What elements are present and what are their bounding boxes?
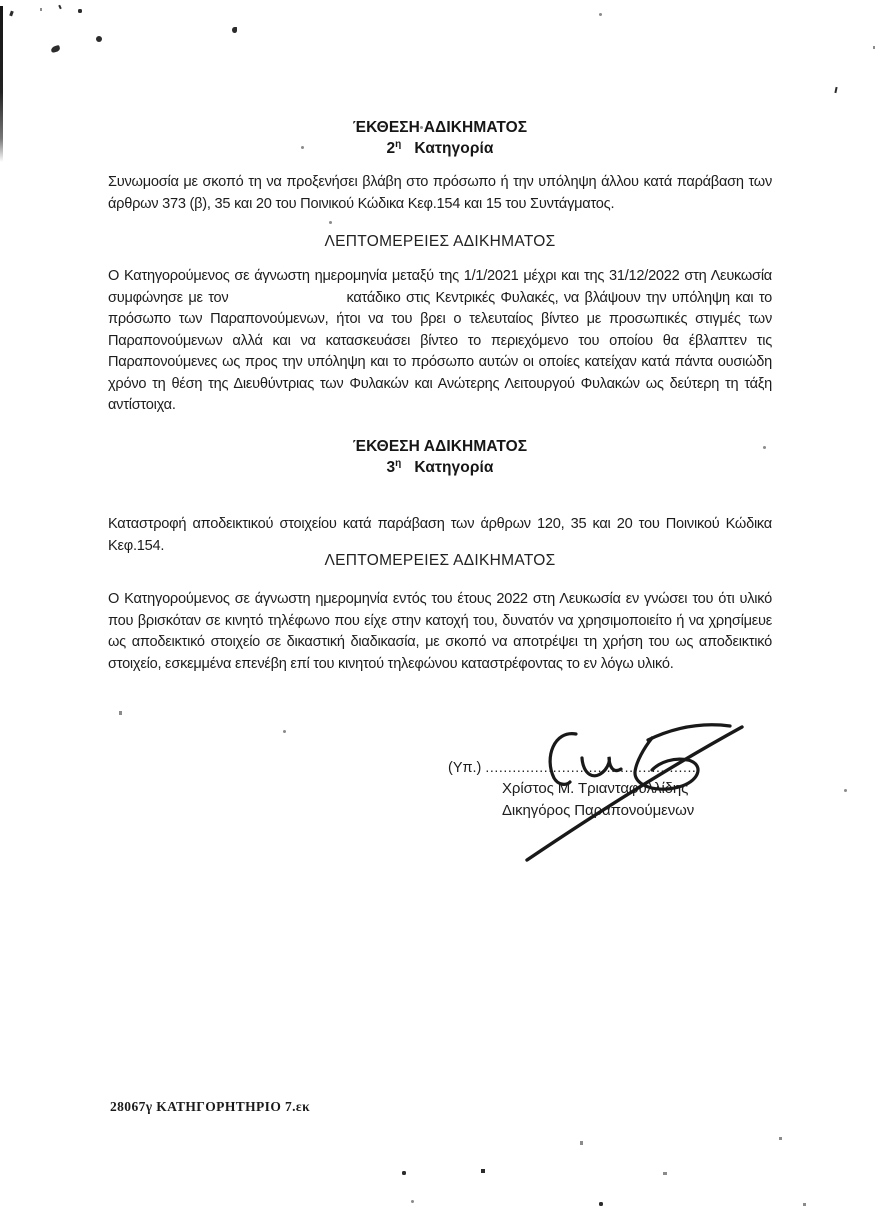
details-2-before-gap: Ο Κατηγορούμενος σε άγνωστη ημερομηνία μεταξύ της 1/1/2021 μέχρι και της 31/12/2022 στη Λευκωσία συμφώνησε με τον xyxy=(108,268,772,306)
category-word-2: Κατηγορία xyxy=(414,140,494,157)
scan-speck xyxy=(9,11,14,17)
details-heading-2: ΛΕΠΤΟΜΕΡΕΙΕΣ ΑΔΙΚΗΜΑΤΟΣ xyxy=(324,233,556,250)
scan-speck xyxy=(402,1171,406,1175)
report-title-3: ΈΚΘΕΣΗ ΑΔΙΚΗΜΑΤΟΣ xyxy=(352,438,528,455)
scan-speck xyxy=(779,1137,782,1140)
scan-speck xyxy=(283,730,286,733)
scan-speck xyxy=(873,46,875,49)
scan-speck xyxy=(580,1141,583,1145)
redacted-name-gap xyxy=(228,301,346,302)
scan-speck xyxy=(411,1200,414,1203)
footer-reference: 28067γ ΚΑΤΗΓΟΡΗΤΗΡΙΟ 7.εκ xyxy=(110,1099,310,1114)
category-word-3: Κατηγορία xyxy=(414,459,494,476)
category-ordinal-3: η xyxy=(395,457,402,469)
scan-speck xyxy=(40,8,42,11)
scan-speck xyxy=(834,87,837,93)
signature-label: (Υπ.) xyxy=(448,760,482,776)
scan-speck xyxy=(232,27,237,33)
scan-speck xyxy=(96,36,102,42)
offence-details-2 xyxy=(108,266,772,417)
category-line-2 xyxy=(108,138,772,159)
signatory-role: Δικηγόρος Παραπονούμενων xyxy=(502,802,695,819)
scan-speck xyxy=(803,1203,806,1206)
report-title-2: ΈΚΘΕΣΗ ΑΔΙΚΗΜΑΤΟΣ xyxy=(352,119,528,136)
scan-edge-artifact xyxy=(0,6,3,162)
scan-speck xyxy=(663,1172,667,1175)
handwritten-signature xyxy=(438,700,750,872)
scan-speck xyxy=(599,13,602,16)
scan-speck xyxy=(58,5,62,9)
section-2-title-block xyxy=(108,117,772,159)
scan-speck xyxy=(329,221,332,224)
scan-speck xyxy=(78,9,82,13)
category-number-3: 3 xyxy=(386,459,396,476)
scan-speck xyxy=(50,45,60,53)
signatory-name: Χρίστος Μ. Τριανταφυλλίδης xyxy=(502,780,689,797)
details-2-after-gap: κατάδικο στις Κεντρικές Φυλακές, να βλάψουν την υπόληψη και το πρόσωπο των Παραπονούμενων, ήτοι να του βρει ο τελευταίος βίντεο με προσωπικές στιγμές των Παραπονούμενων αλλά και να κατασκευάσει βίντεο το περιεχόμενο του οποίου θα έβλαπτεν τις Παραπονούμενες ως προς την υπόληψη και το πρόσωπο αυτών οι οποίες κατείχαν κατά πάντα ουσιώδη χρόνο τη θέση της Διευθύντριας των Φυλακών και Ανώτερης Λειτουργού Φυλακών ως δεύτερη τη τάξη αντίστοιχα. xyxy=(108,289,772,413)
section-3-title-block xyxy=(108,436,772,478)
category-line-3 xyxy=(108,457,772,478)
category-ordinal-2: η xyxy=(395,138,402,150)
details-heading-3: ΛΕΠΤΟΜΕΡΕΙΕΣ ΑΔΙΚΗΜΑΤΟΣ xyxy=(324,552,556,569)
scan-speck xyxy=(119,711,122,715)
offence-statement-3: Καταστροφή αποδεικτικού στοιχείου κατά παράβαση των άρθρων 120, 35 και 20 του Ποινικού Κώδικα Κεφ.154. xyxy=(108,516,772,554)
offence-details-3: Ο Κατηγορούμενος σε άγνωστη ημερομηνία εντός του έτους 2022 στη Λευκωσία εν γνώσει του ότι υλικό που βρισκόταν σε κινητό τηλέφωνο που είχε στην κατοχή του, δυνατόν να χρησιμοποιείτο ή να χρησίμευε ως αποδεικτικό στοιχείο σε δικαστική διαδικασία, με σκοπό να αποτρέψει τη χρήση του ως αποδεικτικό στοιχείο, εσκεμμένα επενέβη επί του κινητού τηλεφώνου καταστρέφοντας το εν λόγω υλικό. xyxy=(108,591,772,672)
scan-speck xyxy=(844,789,847,792)
scan-speck xyxy=(599,1202,603,1206)
category-number-2: 2 xyxy=(386,140,396,157)
scan-speck xyxy=(481,1169,485,1173)
offence-statement-2: Συνωμοσία με σκοπό τη να προξενήσει βλάβη στο πρόσωπο ή την υπόληψη άλλου κατά παράβαση των άρθρων 373 (β), 35 και 20 του Ποινικού Κώδικα Κεφ.154 και 15 του Συντάγματος. xyxy=(108,174,772,212)
signature-dotted-line: ................................................ xyxy=(485,759,701,775)
